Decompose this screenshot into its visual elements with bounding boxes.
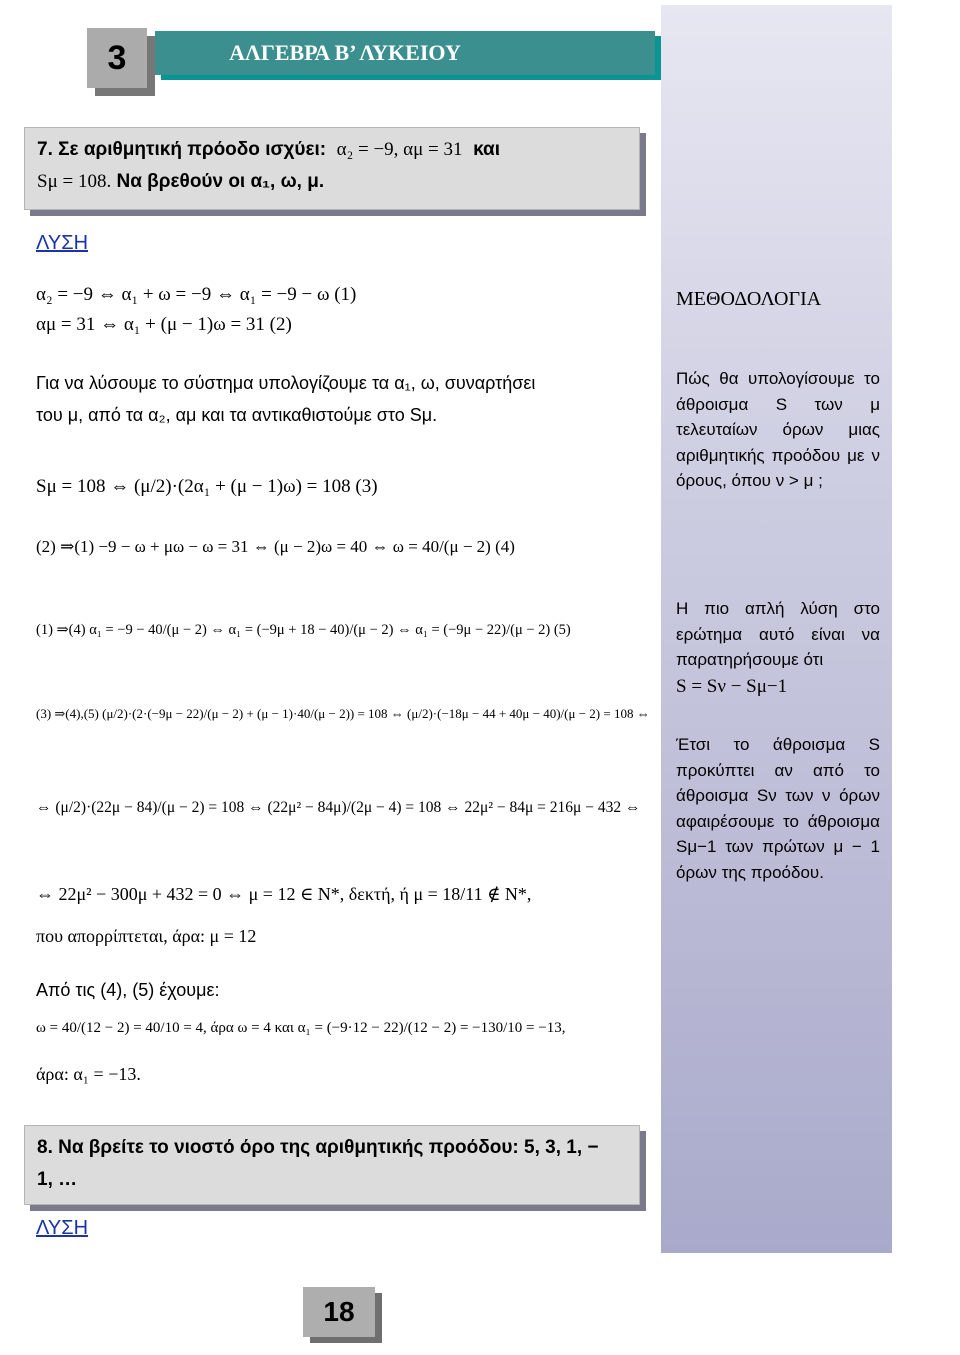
paragraph-line-2: του μ, από τα α₂, αμ και τα αντικαθιστούμε στο Sμ.: [36, 405, 438, 425]
equation-2: αμ = 31 ⇔ α₁ + (μ − 1)ω = 31 (2): [36, 314, 292, 335]
paragraph-line-1: Για να λύσουμε το σύστημα υπολογίζουμε τα α₁, ω, συναρτήσει: [36, 373, 536, 393]
methodology-formula: S = Sν − Sμ−1: [676, 676, 788, 697]
methodology-answer-intro: Η πιο απλή λύση στο ερώτημα αυτό είναι να παρατηρήσουμε ότι: [676, 599, 880, 669]
problem-7-line1: 7. Σε αριθμητική πρόοδο ισχύει: α₂ = −9, αμ = 31 και: [37, 139, 501, 160]
equation-6: (3) ⇒(4),(5) (μ/2)·(2·(−9μ − 22)/(μ − 2) + (μ − 1)·40/(μ − 2)) = 108 ⇔ (μ/2)·(−18μ − 44 + 40μ − 40)/(μ − 2) = 108 ⇔: [36, 706, 650, 721]
book-header: [155, 31, 655, 75]
equation-4: (2) ⇒(1) −9 − ω + μω − ω = 31 ⇔ (μ − 2)ω = 40 ⇔ ω = 40/(μ − 2) (4): [36, 537, 515, 556]
chapter-number: 3: [87, 28, 147, 88]
methodology-title: ΜΕΘΟΔΟΛΟΓΙΑ: [676, 288, 822, 310]
equation-9: που απορρίπτεται, άρα: μ = 12: [36, 926, 257, 946]
final-answer: άρα: α₁ = −13.: [36, 1064, 141, 1084]
solution-heading-2: ΛΥΣΗ: [36, 1217, 89, 1239]
problem-8-line2: 1, …: [37, 1169, 78, 1190]
problem-7-box: [24, 127, 640, 210]
conclusion-intro: Από τις (4), (5) έχουμε:: [36, 980, 220, 1000]
equation-5: (1) ⇒(4) α₁ = −9 − 40/(μ − 2) ⇔ α₁ = (−9μ + 18 − 40)/(μ − 2) ⇔ α₁ = (−9μ − 22)/(μ − 2) (5): [36, 622, 571, 638]
book-title: ΑΛΓΕΒΡΑ Β’ ΛΥΚΕΙΟΥ: [229, 40, 461, 65]
problem-8-box: [24, 1125, 640, 1205]
methodology-question: Πώς θα υπολογίσουμε το άθροισμα S των μ τελευταίων όρων μιας αριθμητικής προόδου με ν όρους, όπου ν > μ ;: [676, 369, 880, 490]
page-number: 18: [303, 1287, 375, 1337]
conclusion-equation: ω = 40/(12 − 2) = 40/10 = 4, άρα ω = 4 και α₁ = (−9·12 − 22)/(12 − 2) = −130/10 = −13,: [36, 1020, 566, 1036]
equation-1: α₂ = −9 ⇔ α₁ + ω = −9 ⇔ α₁ = −9 − ω (1): [36, 284, 357, 305]
problem-7-line2: Sμ = 108. Να βρεθούν οι α₁, ω, μ.: [37, 171, 325, 192]
solution-heading: ΛΥΣΗ: [36, 232, 89, 254]
methodology-answer-rest: Έτσι το άθροισμα S προκύπτει αν από το άθροισμα Sν των ν όρων αφαιρέσουμε το άθροισμα Sμ−1 των πρώτων μ − 1 όρων της προόδου.: [676, 735, 880, 882]
equation-3: Sμ = 108 ⇔ (μ/2)·(2α₁ + (μ − 1)ω) = 108 (3): [36, 476, 378, 497]
problem-8-line1: 8. Να βρείτε το νιοστό όρο της αριθμητικής προόδου: 5, 3, 1, −: [37, 1137, 599, 1158]
equation-7: ⇔ (μ/2)·(22μ − 84)/(μ − 2) = 108 ⇔ (22μ² − 84μ)/(2μ − 4) = 108 ⇔ 22μ² − 84μ = 216μ − 432 ⇔: [36, 799, 641, 816]
equation-8: ⇔ 22μ² − 300μ + 432 = 0 ⇔ μ = 12 ∈ N*, δεκτή, ή μ = 18/11 ∉ N*,: [36, 884, 532, 904]
